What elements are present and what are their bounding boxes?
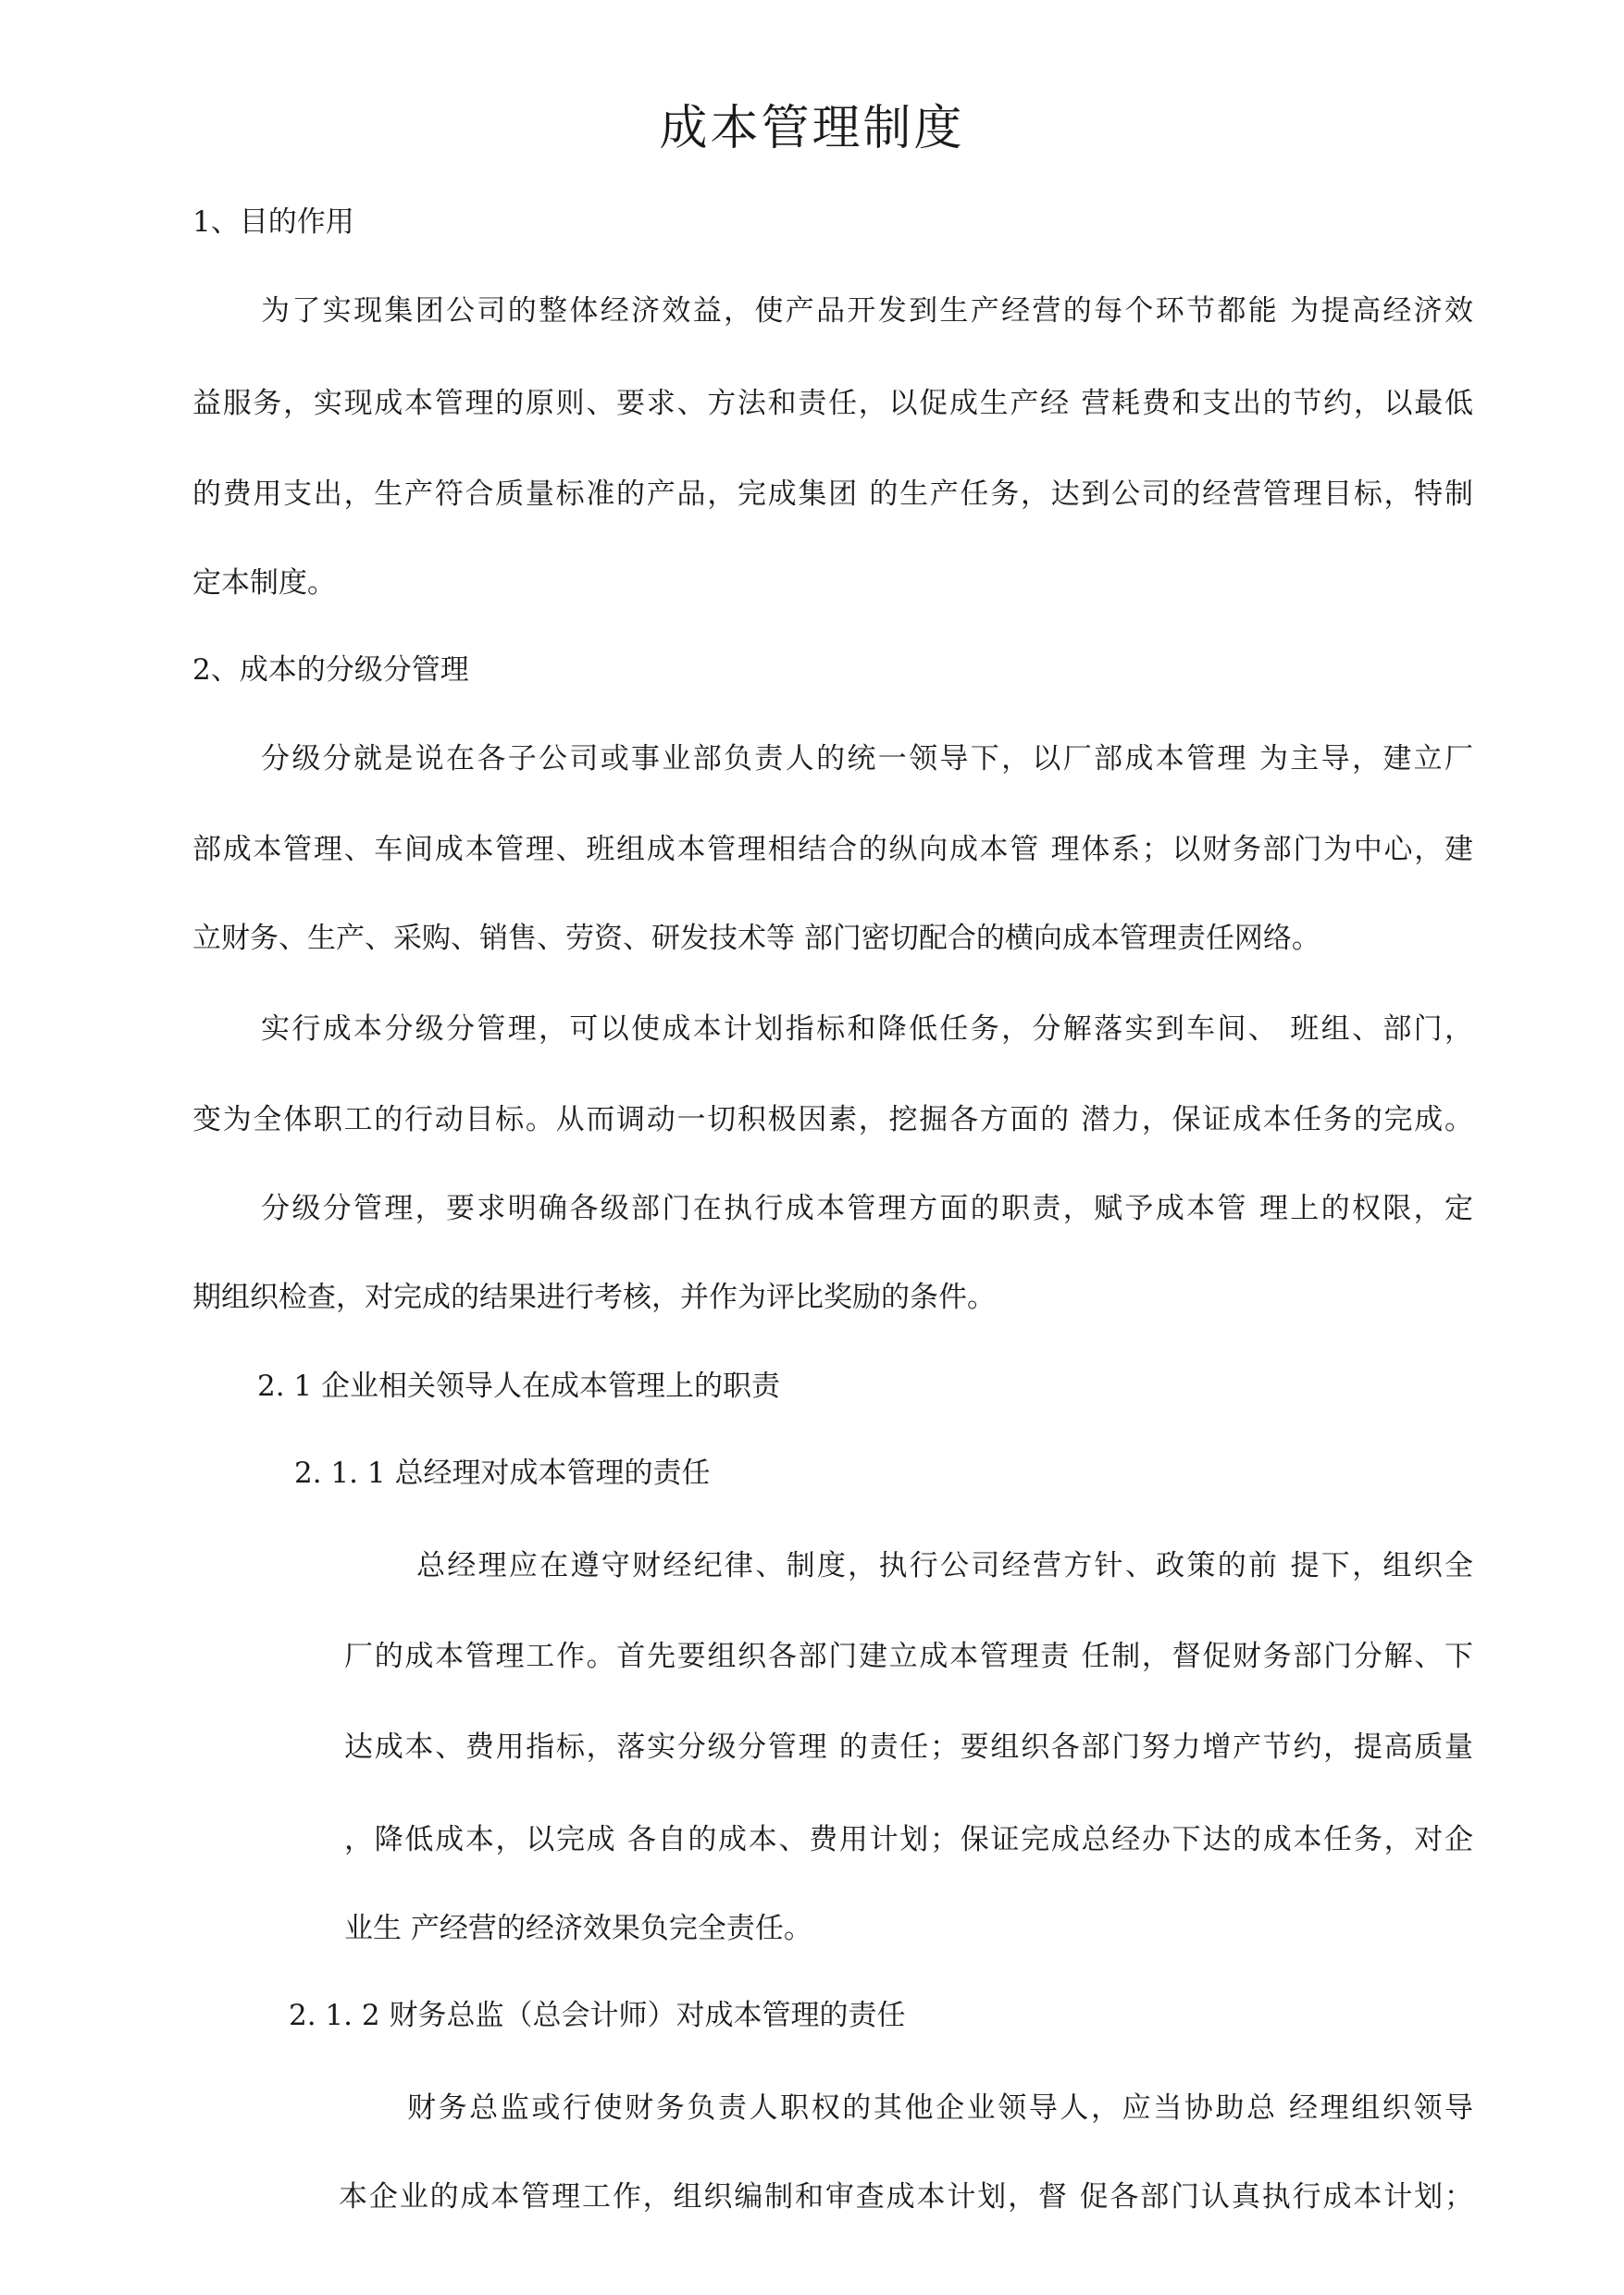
- subsubsection-heading: 2. 1. 2 财务总监（总会计师）对成本管理的责任: [289, 1999, 906, 2032]
- paragraph-line: 本企业的成本管理工作，组织编制和审查成本计划，督 促各部门认真执行成本计划；: [339, 2180, 1473, 2214]
- paragraph-line: 分级分就是说在各子公司或事业部负责人的统一领导下，以厂部成本管理 为主导，建立厂: [261, 742, 1473, 775]
- paragraph-line: 部成本管理、车间成本管理、班组成本管理相结合的纵向成本管 理体系；以财务部门为中心，建: [192, 833, 1473, 866]
- paragraph-line: 财务总监或行使财务负责人职权的其他企业领导人，应当协助总 经理组织领导: [407, 2091, 1473, 2125]
- subsection-heading: 2. 1 企业相关领导人在成本管理上的职责: [257, 1370, 781, 1403]
- paragraph-line: ，降低成本，以完成 各自的成本、费用计划；保证完成总经办下达的成本任务，对企: [344, 1823, 1473, 1856]
- subsubsection-heading: 2. 1. 1 总经理对成本管理的责任: [294, 1457, 711, 1490]
- section-heading: 1、目的作用: [192, 205, 354, 239]
- section-heading: 2、成本的分级分管理: [192, 653, 469, 687]
- paragraph-line: 总经理应在遵守财经纪律、制度，执行公司经营方针、政策的前 提下，组织全: [416, 1549, 1473, 1582]
- document-title: 成本管理制度: [659, 101, 965, 156]
- paragraph-line: 为了实现集团公司的整体经济效益，使产品开发到生产经营的每个环节都能 为提高经济效: [261, 294, 1473, 328]
- paragraph-line: 变为全体职工的行动目标。从而调动一切积极因素，挖掘各方面的 潜力，保证成本任务的完成。: [192, 1103, 1473, 1136]
- paragraph-line: 定本制度。: [192, 566, 336, 600]
- paragraph-line: 益服务，实现成本管理的原则、要求、方法和责任，以促成生产经 营耗费和支出的节约，以最低: [192, 387, 1473, 420]
- paragraph-line: 厂的成本管理工作。首先要组织各部门建立成本管理责 任制，督促财务部门分解、下: [344, 1640, 1473, 1673]
- paragraph-line: 实行成本分级分管理，可以使成本计划指标和降低任务，分解落实到车间、 班组、部门，: [261, 1012, 1473, 1046]
- paragraph-line: 立财务、生产、采购、销售、劳资、研发技术等 部门密切配合的横向成本管理责任网络。: [192, 922, 1320, 955]
- paragraph-line: 达成本、费用指标，落实分级分管理 的责任；要组织各部门努力增产节约，提高质量: [344, 1731, 1473, 1764]
- paragraph-line: 业生 产经营的经济效果负完全责任。: [344, 1912, 812, 1945]
- paragraph-line: 期组织检查，对完成的结果进行考核，并作为评比奖励的条件。: [192, 1281, 996, 1314]
- paragraph-line: 的费用支出，生产符合质量标准的产品，完成集团 的生产任务，达到公司的经营管理目标，特制: [192, 478, 1473, 511]
- paragraph-line: 分级分管理，要求明确各级部门在执行成本管理方面的职责，赋予成本管 理上的权限，定: [261, 1192, 1473, 1225]
